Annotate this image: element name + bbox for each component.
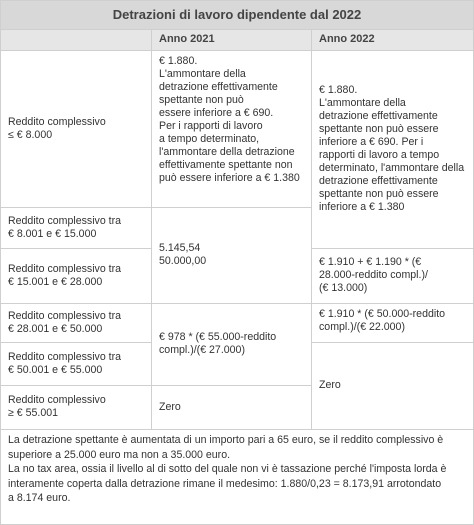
row-label: Reddito complessivo ≥ € 55.001 [8,394,106,419]
anno2021-row4-5-cell: € 978 * (€ 55.000-reddito compl.)/(€ 27.000) [159,331,277,356]
header-anno-2021: Anno 2021 [151,29,311,50]
row-label: Reddito complessivo tra € 8.001 e € 15.000 [8,214,122,240]
anno2022-row3-cell: € 1.910 + € 1.190 * (€ 28.000-reddito compl.)/ (€ 13.000) [319,256,428,294]
anno2021-row6-cell: Zero [159,400,181,413]
header-anno-2022: Anno 2022 [311,29,474,50]
grid-line [0,342,151,343]
grid-line [0,50,474,51]
grid-line [0,0,474,1]
footer-note: La detrazione spettante è aumentata di un importo pari a 65 euro, se il reddito complessivo è superiore a 25.000 euro ma non a 35.000 euro. La no tax area, ossia il livello al di sotto del quale non vi è tassazione perché l'imposta lorda è interamente coperta dalla detrazione rimane il medesimo: 1.880/0,23 = 8.173,91 arrotondato a 8.174 euro. [8,434,447,505]
header-empty-cell [0,29,151,50]
table-title: Detrazioni di lavoro dipendente dal 2022 [0,0,474,29]
anno2022-row4-cell: € 1.910 * (€ 50.000-reddito compl.)/(€ 22.000) [319,308,446,333]
grid-line [0,207,311,208]
anno2022-row5-6-cell: Zero [319,379,341,391]
grid-line [0,303,474,304]
grid-line [151,29,152,429]
row-label: Reddito complessivo tra € 15.001 e € 28.000 [8,262,122,288]
anno2021-row1-cell: € 1.880. L'ammontare della detrazione effettivamente spettante non può essere inferiore a € 690. Per i rapporti di lavoro a tempo determinato, l'ammontare della detrazione effettivamente spettante non può essere inferiore a € 1.380 [159,55,300,184]
grid-line [0,429,474,430]
grid-line [0,385,311,386]
grid-line [0,248,151,249]
anno2022-row1-2-cell: € 1.880. L'ammontare della detrazione effettivamente spettante non può essere inferiore a € 690. Per i rapporti di lavoro a tempo determinato, l'ammontare della detrazione effettivamente spettante non può essere inferiore a € 1.380 [319,84,465,213]
grid-line [311,248,474,249]
row-label: Reddito complessivo tra € 28.001 e € 50.000 [8,309,122,335]
row-label: Reddito complessivo ≤ € 8.000 [8,115,106,141]
row-label: Reddito complessivo tra € 50.001 e € 55.000 [8,350,122,376]
grid-line [311,29,312,429]
grid-line [0,0,1,525]
anno2021-row2-3-cell: 5.145,54 50.000,00 [159,242,207,267]
grid-line [0,29,474,30]
grid-line [311,342,474,343]
